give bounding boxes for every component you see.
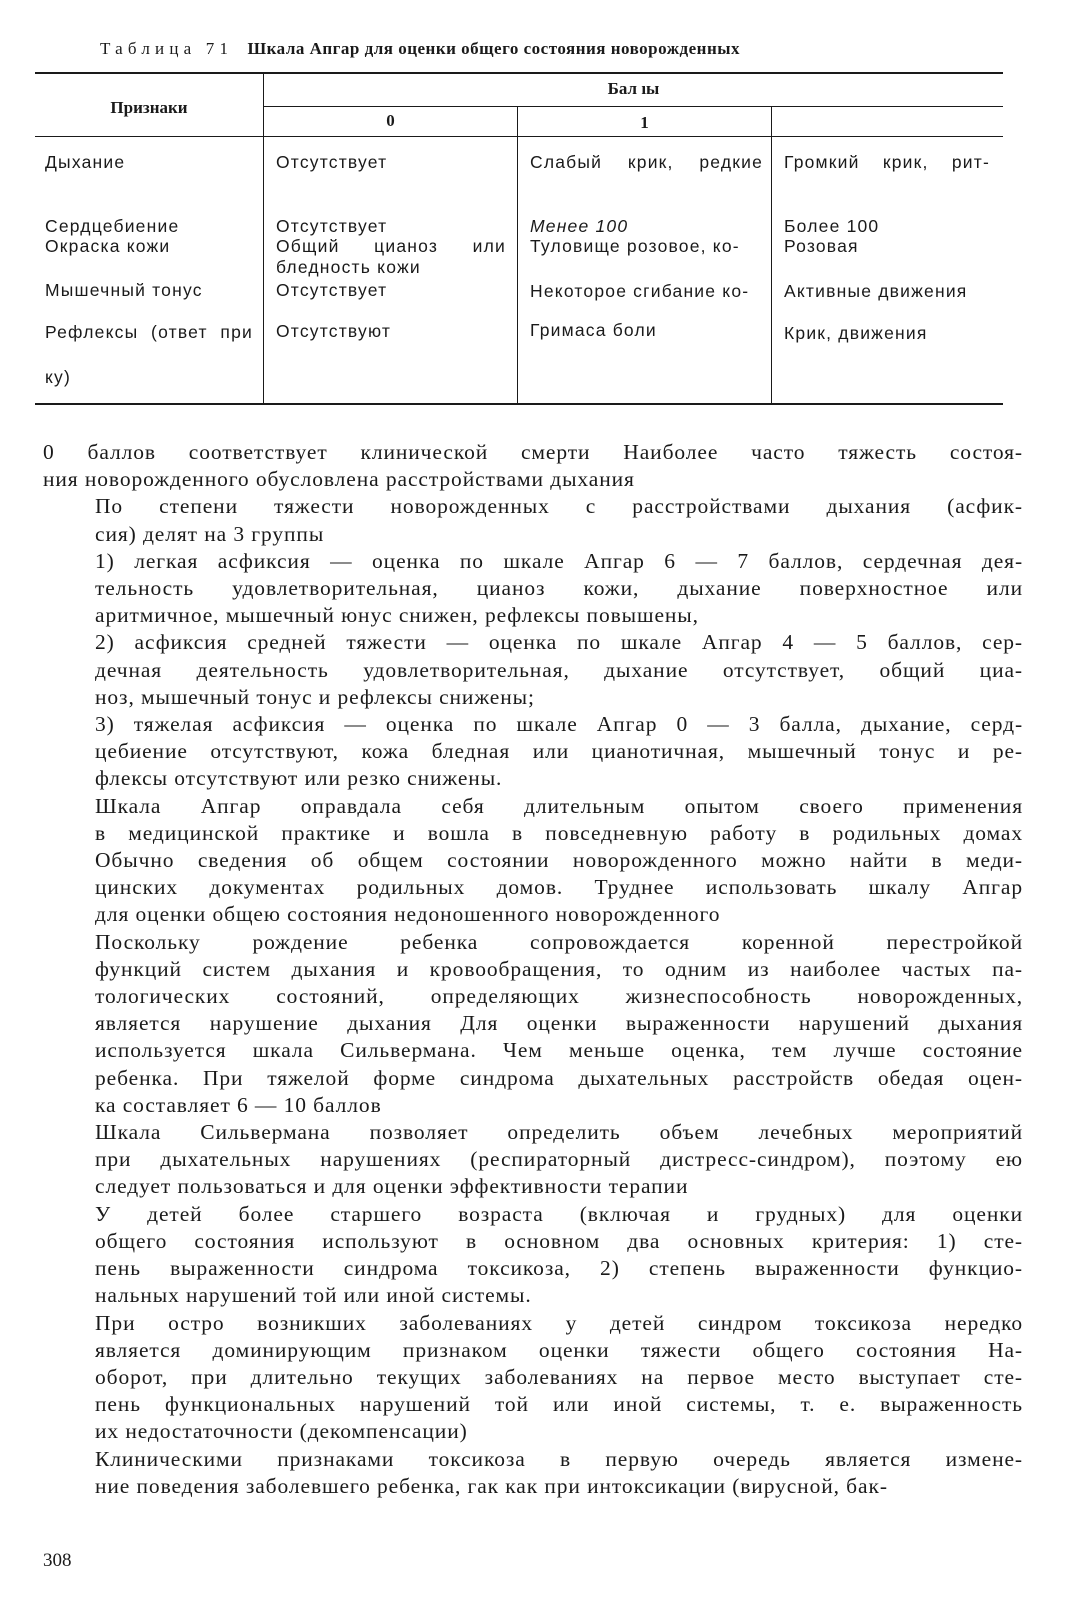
text-line: является доминирующим признаком оценки тяжести общего состояния На-: [95, 1337, 1023, 1362]
body-paragraph: [43, 629, 1023, 711]
row-skin-score2: Розовая: [784, 236, 859, 256]
row-breathing-score2: Громкий крик, рит-: [784, 152, 990, 172]
text-line: используется шкала Сильвермана. Чем меньше оценка, тем лучше состояние: [95, 1038, 1023, 1063]
row-breathing-score0: Отсутствует: [276, 152, 388, 172]
row-reflex-score1: Гримаса боли: [530, 320, 657, 340]
text-line: 3) тяжелая асфиксия — оценка по шкале Апгар 0 — 3 балла, дыхание, серд-: [95, 712, 1023, 737]
text-line: в медицинской практике и вошла в повседневную работу в родильных домах: [95, 820, 1023, 845]
text-line: ние поведения заболевшего ребенка, гак как при интоксикации (вирусной, бак-: [95, 1473, 888, 1498]
table-label: Таблица 71: [100, 39, 234, 58]
text-line: Шкала Апгар оправдала себя длительным опытом своего применения: [95, 793, 1023, 818]
text-line: При остро возникших заболеваниях у детей синдром токсикоза нередко: [95, 1310, 1023, 1335]
text-line: тельность удовлетворительная, цианоз кожи, дыхание поверхностное или: [95, 576, 1023, 601]
text-line: для оценки общею состояния недоношенного новорожденного: [95, 902, 721, 927]
body-paragraph: [43, 548, 1023, 630]
text-line: общего состояния используют в основном два основных критерия: 1) сте-: [95, 1228, 1023, 1253]
text-line: По степени тяжести новорожденных с расстройствами дыхания (асфик-: [95, 494, 1023, 519]
row-heartbeat-score2: Более 100: [784, 216, 880, 236]
text-line: 0 баллов соответствует клинической смерти Наиболее часто тяжесть состоя-: [43, 440, 1023, 464]
row-tone-sign: Мышечный тонус: [45, 280, 203, 300]
row-skin-score0: Общий цианоз или: [276, 236, 506, 256]
body-paragraph: [43, 1446, 1023, 1500]
text-line: пень функциональных нарушений той или иной системы, т. е. выраженность: [95, 1392, 1023, 1417]
header-scores: Бал ıы: [607, 79, 660, 98]
row-heartbeat-sign: Сердцебиение: [45, 216, 180, 236]
text-line: при дыхательных нарушениях (респираторный дистресс-синдром), поэтому ею: [95, 1147, 1023, 1172]
text-line: Обычно сведения об общем состоянии новорожденного можно найти в меди-: [95, 848, 1023, 873]
text-line: 2) асфиксия средней тяжести — оценка по шкале Апгар 4 — 5 баллов, сер-: [95, 630, 1023, 655]
table-top-rule: [35, 72, 1003, 74]
row-tone-score2: Активные движения: [784, 281, 968, 301]
text-line: флексы отсутствуют или резко снижены.: [95, 766, 503, 791]
column-divider-2: [517, 106, 518, 404]
row-breathing-score1: Слабый крик, редкие: [530, 152, 763, 172]
text-line: цинских документах родильных домов. Труднее использовать шкалу Апгар: [95, 875, 1023, 900]
text-line: цебиение отсутствуют, кожа бледная или цианотичная, мышечный тонус и ре-: [95, 739, 1023, 764]
text-line: ка составляет 6 — 10 баллов: [95, 1092, 382, 1117]
text-line: Клиническими признаками токсикоза в первую очередь является измене-: [95, 1446, 1023, 1471]
header-bottom-rule: [35, 136, 1003, 137]
text-line: является нарушение дыхания Для оценки выраженности нарушений дыхания: [95, 1011, 1023, 1036]
text-line: Поскольку рождение ребенка сопровождается коренной перестройкой: [95, 929, 1023, 954]
table-caption: [100, 39, 1060, 59]
body-paragraph: [43, 711, 1023, 793]
row-reflex-score2: Крик, движения: [784, 323, 928, 343]
row-skin-score1: Туловище розовое, ко-: [530, 236, 740, 256]
text-line: 1) легкая асфиксия — оценка по шкале Апгар 6 — 7 баллов, сердечная дея-: [95, 548, 1023, 573]
text-line: У детей более старшего возраста (включая и грудных) для оценки: [95, 1201, 1023, 1226]
page-number: 308: [43, 1550, 72, 1571]
row-breathing-sign: Дыхание: [45, 152, 126, 172]
text-line: Шкала Сильвермана позволяет определить объем лечебных мероприятий: [95, 1120, 1023, 1145]
text-line: оборот, при длительно текущих заболеваниях на первое место выступает сте-: [95, 1364, 1023, 1389]
header-signs: Признаки: [110, 98, 188, 117]
text-line: ния новорожденного обусловлена расстройствами дыхания: [43, 467, 635, 492]
text-line: пень выраженности синдрома токсикоза, 2) степень выраженности функцио-: [95, 1256, 1023, 1281]
text-line: ноз, мышечный тонус и рефлексы снижены;: [95, 684, 535, 709]
row-tone-score0: Отсутствует: [276, 280, 388, 300]
row-reflex-score0: Отсутствуют: [276, 321, 392, 341]
row-tone-score1: Некоторое сгибание ко-: [530, 281, 750, 301]
column-divider-3: [771, 106, 772, 404]
table-title: Шкала Апгар для оценки общего состояния новорожденных: [247, 39, 741, 58]
text-line: дечная деятельность удовлетворительная, дыхание отсутствует, общий циа-: [95, 657, 1023, 682]
row-skin-sign: Окраска кожи: [45, 236, 171, 256]
scores-header-rule: [264, 106, 1003, 107]
table-bottom-rule: [35, 403, 1003, 405]
row-reflex-sign-cont: ку): [45, 367, 72, 387]
text-line: тологических состояний, определяющих жизнеспособность новорожденных,: [95, 984, 1023, 1009]
body-paragraph: [43, 793, 1023, 929]
row-heartbeat-score1: Менее 100: [530, 216, 629, 236]
text-line: функций систем дыхания и кровообращения, то одним из наиболее частых па-: [95, 956, 1023, 981]
body-paragraph: [43, 1119, 1023, 1201]
row-skin-score0-cont: бледность кожи: [276, 257, 421, 277]
row-reflex-sign: Рефлексы (ответ при: [45, 322, 253, 342]
body-paragraph: [43, 493, 1023, 547]
row-heartbeat-score0: Отсутствует: [276, 216, 388, 236]
text-line: нальных нарушений той или иной системы.: [95, 1283, 532, 1308]
body-paragraph: [43, 439, 1023, 493]
text-line: аритмичное, мышечный юнус снижен, рефлексы повышены,: [95, 603, 699, 628]
body-paragraph: [43, 1310, 1023, 1446]
header-score-0: 0: [386, 111, 395, 130]
header-score-1: 1: [640, 113, 649, 132]
text-line: следует пользоваться и для оценки эффективности терапии: [95, 1174, 689, 1199]
text-line: сия) делят на 3 группы: [95, 521, 325, 546]
body-text: [43, 439, 1023, 1500]
body-paragraph: [43, 929, 1023, 1119]
text-line: их недостаточности (декомпенсации): [95, 1419, 468, 1444]
body-paragraph: [43, 1201, 1023, 1310]
text-line: ребенка. При тяжелой форме синдрома дыхательных расстройств обедая оцен-: [95, 1065, 1023, 1090]
